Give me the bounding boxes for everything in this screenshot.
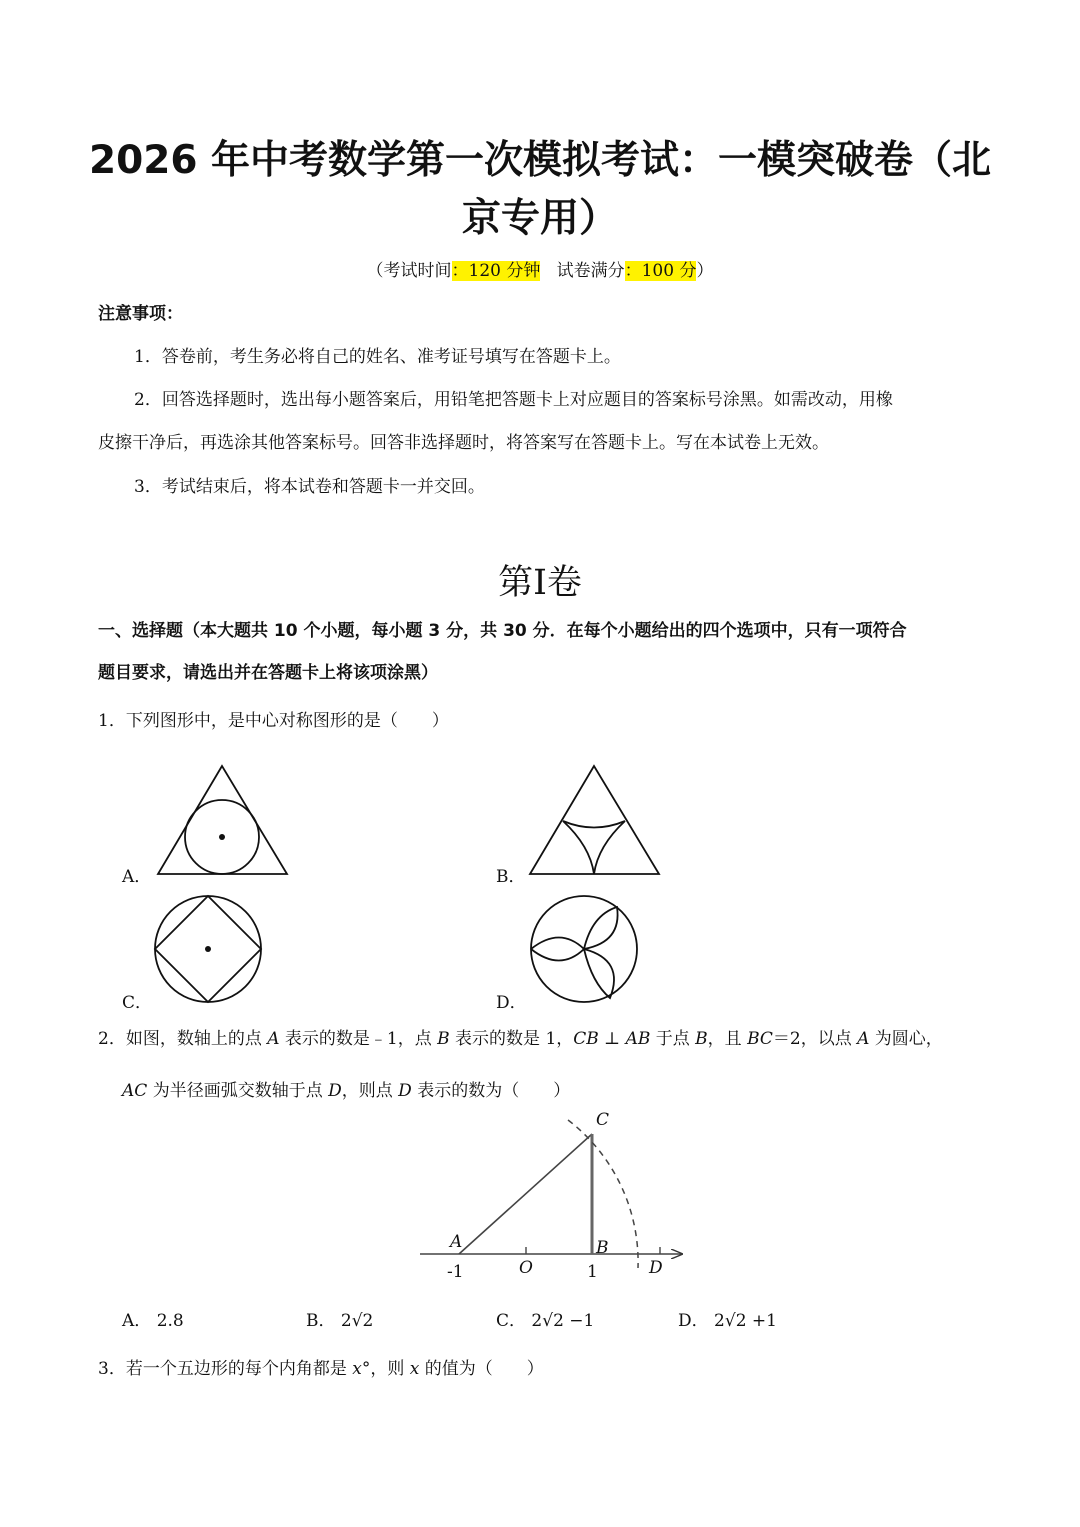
- q3-var: x: [409, 1359, 420, 1379]
- label-minus-one: -1: [447, 1262, 464, 1282]
- notice-heading: 注意事项：: [98, 304, 183, 324]
- option-value: 2√2: [340, 1311, 374, 1331]
- question-2-option-a: [122, 1306, 184, 1331]
- option-value: 2√2 −1: [531, 1311, 595, 1331]
- exam-info-mid: 试卷满分: [556, 261, 625, 281]
- option-label: D．: [678, 1311, 709, 1331]
- q2-text: 于点: [650, 1029, 696, 1049]
- question-2-option-b: [306, 1306, 373, 1331]
- label-one: 1: [587, 1262, 598, 1282]
- notice-item-2-line-1: 2．回答选择题时，选出每小题答案后，用铅笔把答题卡上对应题目的答案标号涂黑。如需改动，用橡: [134, 390, 893, 410]
- label-point-b: B: [596, 1238, 609, 1258]
- label-origin: O: [519, 1258, 533, 1278]
- q2-text: ⊥: [598, 1029, 626, 1049]
- option-value: 2√2 +1: [714, 1311, 777, 1331]
- volume-heading: 第I卷: [498, 563, 582, 603]
- option-value: 2.8: [156, 1311, 184, 1331]
- label-point-a: A: [450, 1232, 463, 1252]
- notice-item-2-line-2: 皮擦干净后，再选涂其他答案标号。回答非选择题时，将答案写在答题卡上。写在本试卷上无效。: [98, 433, 829, 453]
- q2-text: 表示的数为（ ）: [411, 1081, 571, 1101]
- q2-text: 表示的数是﹣1，点: [279, 1029, 438, 1049]
- section-1-heading-line-1: 一、选择题（本大题共 10 个小题，每小题 3 分，共 30 分．在每个小题给出的四个选项中，只有一项符合: [98, 621, 907, 641]
- question-2-option-d: [678, 1306, 777, 1331]
- segment-ac: [459, 1134, 592, 1254]
- exam-score: ：100 分: [624, 261, 697, 281]
- exam-info-open: （考试时间: [366, 261, 452, 281]
- q3-text: °，则: [361, 1359, 410, 1379]
- label-point-c: C: [596, 1110, 610, 1130]
- q2-var: D: [398, 1081, 412, 1101]
- question-1-option-b-label: B．: [496, 867, 526, 887]
- q2-var: B: [437, 1029, 450, 1049]
- q2-text: 为半径画弧交数轴于点: [147, 1081, 329, 1101]
- notice-item-1: 1．答卷前，考生务必将自己的姓名、准考证号填写在答题卡上。: [134, 347, 621, 367]
- q2-var: B: [695, 1029, 708, 1049]
- q2-var: AC: [122, 1081, 148, 1101]
- exam-info-close: ）: [696, 261, 714, 281]
- question-3-stem: [98, 1358, 544, 1380]
- q2-var: BC: [747, 1029, 773, 1049]
- question-1-option-d-label: D．: [496, 993, 527, 1013]
- q3-text: 的值为（ ）: [419, 1359, 544, 1379]
- question-1-option-a-label: A．: [122, 867, 152, 887]
- option-label: A．: [122, 1311, 152, 1331]
- q2-var: AB: [625, 1029, 651, 1049]
- exam-time: ：120 分钟: [451, 261, 541, 281]
- question-1-stem: 1．下列图形中，是中心对称图形的是（ ）: [98, 711, 449, 731]
- option-label: C．: [496, 1311, 527, 1331]
- title-line-1: 2026 年中考数学第一次模拟考试：一模突破卷（北: [88, 138, 992, 183]
- q2-text: 2．如图，数轴上的点: [98, 1029, 268, 1049]
- q3-text: 3．若一个五边形的每个内角都是: [98, 1359, 353, 1379]
- q2-text: ，则点: [341, 1081, 399, 1101]
- q2-text: 为圆心，: [869, 1029, 943, 1049]
- label-point-d: D: [649, 1258, 663, 1278]
- q2-var: D: [328, 1081, 342, 1101]
- q2-text: ＝2，以点: [772, 1029, 858, 1049]
- q2-text: ，且: [707, 1029, 748, 1049]
- notice-item-3: 3．考试结束后，将本试卷和答题卡一并交回。: [134, 477, 485, 497]
- question-1-option-c-label: C．: [122, 993, 153, 1013]
- question-2-option-c: [496, 1306, 594, 1331]
- option-label: B．: [306, 1311, 336, 1331]
- q2-var: A: [267, 1029, 280, 1049]
- section-1-heading-line-2: 题目要求，请选出并在答题卡上将该项涂黑）: [98, 663, 438, 683]
- q2-var: CB: [573, 1029, 599, 1049]
- q3-var: x: [352, 1359, 362, 1379]
- title-line-2: 京专用）: [461, 196, 618, 241]
- q2-var: A: [857, 1029, 870, 1049]
- q2-text: 表示的数是 1，: [449, 1029, 574, 1049]
